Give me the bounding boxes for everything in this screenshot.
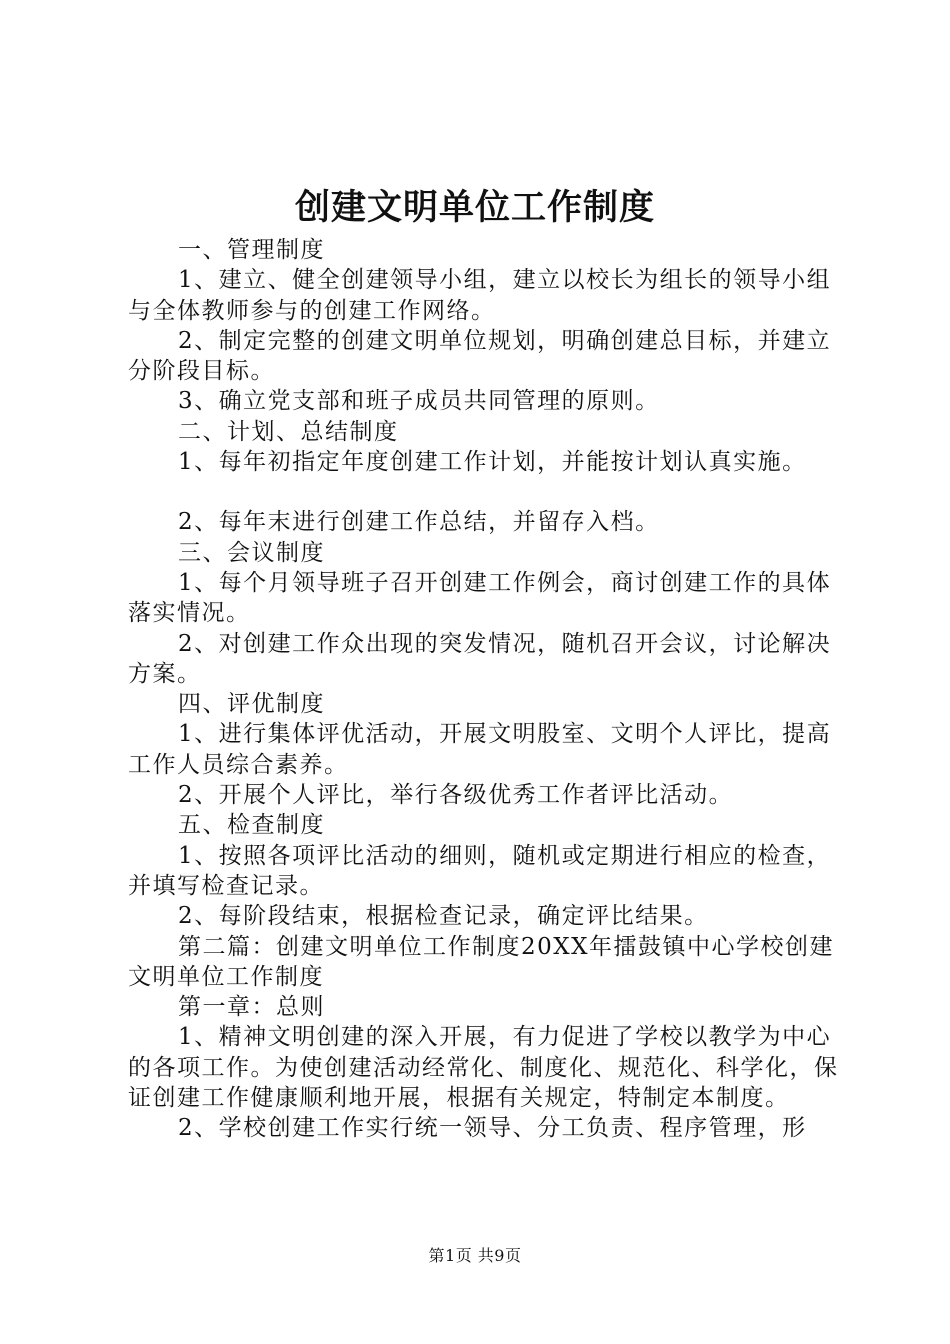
chapter-heading: 第一章：总则 <box>178 994 325 1021</box>
document-body <box>128 235 840 1144</box>
paragraph: 2、制定完整的创建文明单位规划，明确创建总目标，并建立分阶段目标。 <box>128 327 832 385</box>
section-heading: 三、会议制度 <box>178 539 325 566</box>
paragraph: 2、对创建工作众出现的突发情况，随机召开会议，讨论解决方案。 <box>128 630 832 687</box>
section-heading: 一、管理制度 <box>178 237 325 263</box>
document-title: 创建文明单位工作制度 <box>294 187 655 228</box>
paragraph: 2、开展个人评比，举行各级优秀工作者评比活动。 <box>178 782 734 809</box>
paragraph: 3、确立党支部和班子成员共同管理的原则。 <box>178 388 660 415</box>
paragraph: 2、学校创建工作实行统一领导、分工负责、程序管理，形 <box>178 1115 807 1142</box>
part-heading: 第二篇：创建文明单位工作制度20XX年擂鼓镇中心学校创建文明单位工作制度 <box>128 933 835 990</box>
section-heading: 二、计划、总结制度 <box>178 418 399 445</box>
paragraph: 1、进行集体评优活动，开展文明股室、文明个人评比，提高工作人员综合素养。 <box>128 721 832 778</box>
paragraph: 1、按照各项评比活动的细则，随机或定期进行相应的检查，并填写检查记录。 <box>128 842 832 899</box>
paragraph: 1、建立、健全创建领导小组，建立以校长为组长的领导小组与全体教师参与的创建工作网络。 <box>128 267 832 324</box>
paragraph: 1、每年初指定年度创建工作计划，并能按计划认真实施。 <box>178 449 807 476</box>
section-heading: 五、检查制度 <box>178 812 325 839</box>
paragraph: 2、每阶段结束，根据检查记录，确定评比结果。 <box>178 903 709 930</box>
paragraph: 1、精神文明创建的深入开展，有力促进了学校以教学为中心的各项工作。为使创建活动经常化、制度化、规范化、科学化，保证创建工作健康顺利地开展，根据有关规定，特制定本制度。 <box>128 1024 839 1112</box>
section-heading: 四、评优制度 <box>178 691 325 718</box>
page-number-footer: 第1页 共9页 <box>428 1246 522 1265</box>
paragraph: 1、每个月领导班子召开创建工作例会，商讨创建工作的具体落实情况。 <box>128 569 832 627</box>
paragraph: 2、每年末进行创建工作总结，并留存入档。 <box>178 509 660 536</box>
